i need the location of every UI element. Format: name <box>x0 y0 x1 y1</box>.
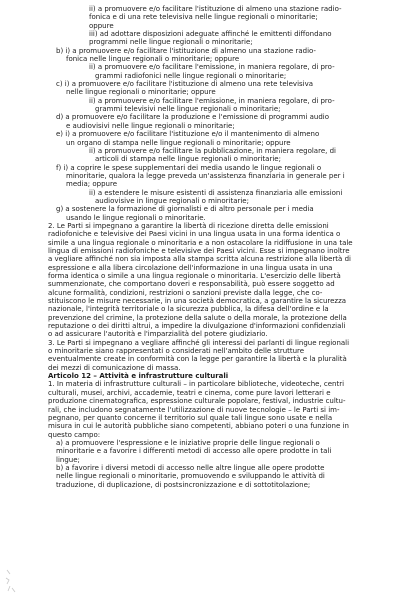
text-line: produzione cinematografica, espressione culturale popolare, festival, industrie cultu- <box>48 397 346 406</box>
text-line: ii) a promuovere e/o facilitare la pubblicazione, in maniera regolare, di <box>89 146 336 155</box>
text-line: espressione e alla libera circolazione dell'informazione in una lingua usata in una <box>48 263 333 272</box>
text-line: rali, che includono segnatamente l'utilizzazione di nuove tecnologie – le Parti si im- <box>48 405 340 414</box>
text-line: e) i) a promuovere e/o facilitare l'istituzione e/o il mantenimento di almeno <box>56 130 320 139</box>
text-line: usando le lingue regionali o minoritarie. <box>66 213 206 222</box>
text-line: simile a una lingua regionale o minoritaria e a non ostacolare la ridiffusione in una tale <box>48 238 353 247</box>
text-line: 1. In materia di infrastrutture culturali – in particolare biblioteche, videoteche, centri <box>48 380 345 389</box>
text-line: c) i) a promuovere e/o facilitare l'istituzione di almeno una rete televisiva <box>56 80 314 89</box>
text-line: b) a favorire i diversi metodi di accesso nelle altre lingue alle opere prodotte <box>56 463 325 472</box>
text-line: b) i) a promuovere e/o facilitare l'istituzione di almeno una stazione radio- <box>56 46 316 55</box>
text-line: culturali, musei, archivi, accademie, teatri e cinema, come pure lavori letterari e <box>48 388 331 397</box>
text-line: un organo di stampa nelle lingue regionali o minoritarie; oppure <box>66 138 291 147</box>
text-line: a vegliare affinché non sia imposta alla stampa scritta alcuna restrizione alla libertà di <box>48 255 351 264</box>
text-line: pegnano, per quanto concerne il territorio sul quale tali lingue sono usate e nella <box>48 413 333 422</box>
text-line: nelle lingue regionali o minoritarie, promuovendo e sviluppando le attività di <box>56 472 325 481</box>
text-line: fonica e di una rete televisiva nelle lingue regionali o minoritarie; <box>89 13 318 22</box>
text-line: a) a promuovere l'espressione e le iniziative proprie delle lingue regionali o <box>56 438 320 447</box>
text-line: questo campo: <box>48 430 101 439</box>
text-line: d) a promuovere e/o facilitare la produzione e l'emissione di programmi audio <box>56 113 330 122</box>
text-line: minoritarie, qualora la legge preveda un'assistenza finanziaria in generale per i <box>66 171 345 180</box>
text-line: lingua di emissioni radiofoniche e televisive dei Paesi vicini. Esse si impegnano inoltre <box>48 246 350 255</box>
text-line: alcune formalità, condizioni, restrizioni o sanzioni previste dalla legge, che co- <box>48 288 323 297</box>
text-line: 3. Le Parti si impegnano a vegliare affinché gli interessi dei parlanti di lingue regionali <box>48 338 350 347</box>
text-line: summenzionate, che comportano doveri e responsabilità, può essere soggetto ad <box>48 280 335 289</box>
text-line: traduzione, di duplicazione, di postsincronizzazione e di sottotitolazione; <box>56 480 311 489</box>
text-line: g) a sostenere la formazione di giornalisti e di altro personale per i media <box>56 205 314 214</box>
text-line: nazionale, l'integrità territoriale o la sicurezza pubblica, la difesa dell'ordine e la <box>48 305 329 314</box>
text-line: prevenzione del crimine, la protezione della salute o della morale, la protezione della <box>48 313 347 322</box>
text-line: o minoritarie siano rappresentati o considerati nell'ambito delle strutture <box>48 347 305 356</box>
text-line: programmi nelle lingue regionali o minoritarie; <box>89 38 253 47</box>
text-line: grammi radiofonici nelle lingue regionali o minoritarie; <box>95 71 287 80</box>
text-line: stituiscono le misure necessarie, in una società democratica, a garantire la sicurezza <box>48 297 347 306</box>
text-line: oppure <box>89 21 114 30</box>
text-line: articoli di stampa nelle lingue regionali o minoritarie; <box>95 155 281 164</box>
scan-artifact-mark <box>4 566 20 596</box>
text-line: media; oppure <box>66 180 118 189</box>
text-line: iii) ad adottare disposizioni adeguate affinché le emittenti diffondano <box>89 30 332 39</box>
text-line: 2. Le Parti si impegnano a garantire la libertà di ricezione diretta delle emissioni <box>48 221 329 230</box>
text-line: ii) a estendere le misure esistenti di assistenza finanziaria alle emissioni <box>89 188 343 197</box>
text-line: e audiovisivi nelle lingue regionali o minoritarie; <box>66 121 235 130</box>
text-line: grammi televisivi nelle lingue regionali o minoritarie; <box>95 105 281 114</box>
text-line: reputazione o dei diritti altrui, a impedire la divulgazione d'informazioni confidenziali <box>48 322 346 331</box>
text-line: misura in cui le autorità pubbliche siano competenti, abbiano poteri o una funzione in <box>48 422 349 431</box>
text-line: forma identica o simile a una lingua regionale o minoritaria. L'esercizio delle libertà <box>48 272 341 280</box>
text-line: f) i) a coprire le spese supplementari dei media usando le lingue regionali o <box>56 163 322 172</box>
section-heading: Articolo 12 – Attività e infrastrutture culturali <box>48 372 229 381</box>
text-line: o ad assicurare l'autorità e l'imparzialità del potere giudiziario. <box>48 330 268 339</box>
document-body <box>48 5 400 489</box>
text-line: audiovisive in lingue regionali o minoritarie; <box>95 196 249 205</box>
text-line: dei mezzi di comunicazione di massa. <box>48 363 181 372</box>
text-line: radiofoniche e televisive dei Paesi vicini in una lingua usata in una forma identica o <box>48 230 341 239</box>
text-line: nelle lingue regionali o minoritarie; oppure <box>66 88 216 97</box>
text-line: ii) a promuovere e/o facilitare l'emissione, in maniera regolare, di pro- <box>89 96 335 105</box>
text-line: lingue; <box>56 455 80 464</box>
text-line: eventualmente create in conformità con la legge per garantire la libertà e la pluralità <box>48 355 347 364</box>
text-line: minoritarie e a favorire i differenti metodi di accesso alle opere prodotte in tali <box>56 447 332 456</box>
text-line: ii) a promuovere e/o facilitare l'istituzione di almeno una stazione radio- <box>89 5 342 13</box>
text-line: fonica nelle lingue regionali o minoritarie; oppure <box>66 55 240 64</box>
text-line: ii) a promuovere e/o facilitare l'emissione, in maniera regolare, di pro- <box>89 63 335 72</box>
